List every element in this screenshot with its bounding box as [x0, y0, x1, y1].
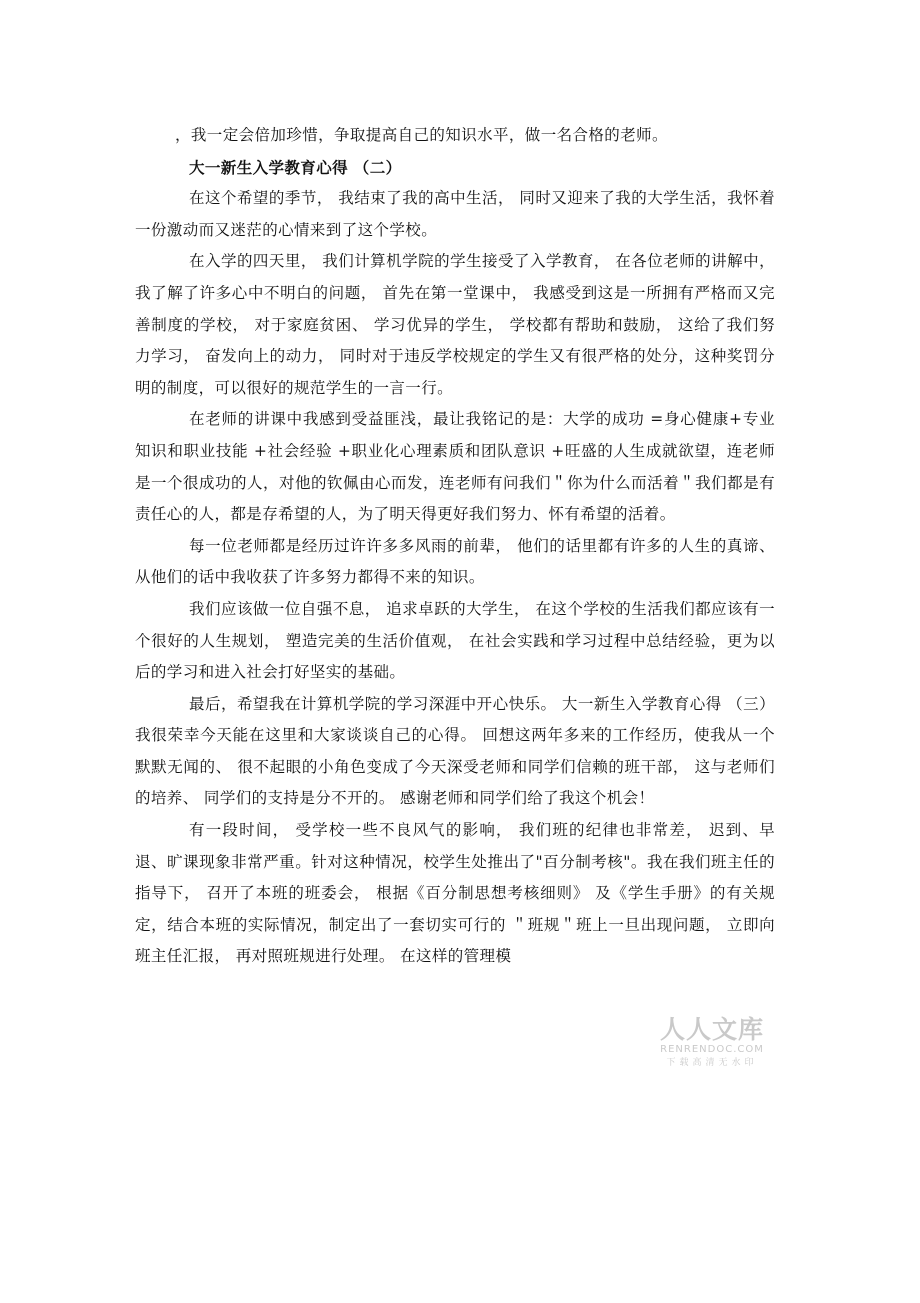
paragraph: 在这个希望的季节， 我结束了我的高中生活， 同时又迎来了我的大学生活，我怀着一份激动而又迷茫的心情来到了这个学校。: [135, 189, 775, 239]
watermark-logo: 人人文库: [659, 1015, 764, 1044]
document-body: [135, 120, 775, 973]
paragraph: 每一位老师都是经历过许许多多风雨的前辈， 他们的话里都有许多的人生的真谛、从他们的话中我收获了许多努力都得不来的知识。: [135, 536, 775, 587]
paragraph: 我们应该做一位自强不息， 追求卓跃的大学生， 在这个学校的生活我们都应该有一个很好的人生规划， 塑造完美的生活价值观， 在社会实践和学习过程中总结经验，更为以后的学习和进入社会打好坚实的基础。: [135, 599, 775, 682]
paragraph: 在老师的讲课中我感到受益匪浅，最让我铭记的是：大学的成功 =身心健康+专业知识和职业技能 +社会经验 +职业化心理素质和团队意识 +旺盛的人生成就欲望，连老师是一个很成功的人，对他的钦佩由心而发，连老师有问我们＂你为什么而活着＂我们都是有责任心的人，都是存希望的人，为了明天得更好我们努力、怀有希望的活着。: [135, 410, 775, 524]
paragraph: 在入学的四天里， 我们计算机学院的学生接受了入学教育， 在各位老师的讲解中，我了解了许多心中不明白的问题， 首先在第一堂课中， 我感受到这是一所拥有严格而又完善制度的学校， 对于家庭贫困、 学习优异的学生， 学校都有帮助和鼓励， 这给了我们努力学习， 奋发向上的动力， 同时对于违反学校规定的学生又有很严格的处分，这种奖罚分明的制度，可以很好的规范学生的一言一行。: [135, 252, 775, 397]
paragraph-continuation: ，我一定会倍加珍惜，争取提高自己的知识水平，做一名合格的老师。: [175, 126, 668, 144]
paragraph: 有一段时间， 受学校一些不良风气的影响， 我们班的纪律也非常差， 迟到、早退、旷课现象非常严重。针对这种情况，校学生处推出了"百分制考核"。我在我们班主任的指导下， 召开了本班的班委会， 根据《百分制思想考核细则》 及《学生手册》的有关规定，结合本班的实际情况，制定出了一套切实可行的 ＂班规＂班上一旦出现问题， 立即向班主任汇报， 再对照班规进行处理。 在这样的管理模: [135, 821, 775, 966]
watermark-tagline: 下载高清无水印: [666, 1058, 758, 1068]
watermark-url: RENRENDOC.COM: [660, 1044, 764, 1055]
paragraph: 最后，希望我在计算机学院的学习深涯中开心快乐。 大一新生入学教育心得 （三） 我很荣幸今天能在这里和大家谈谈自己的心得。 回想这两年多来的工作经历，使我从一个默默无闻的、 很不起眼的小角色变成了今天深受老师和同学们信赖的班干部， 这与老师们的培养、 同学们的支持是分不开的。 感谢老师和同学们给了我这个机会！: [135, 694, 775, 808]
section-heading-2: 大一新生入学教育心得 （二）: [189, 157, 402, 177]
watermark: [648, 1016, 776, 1076]
